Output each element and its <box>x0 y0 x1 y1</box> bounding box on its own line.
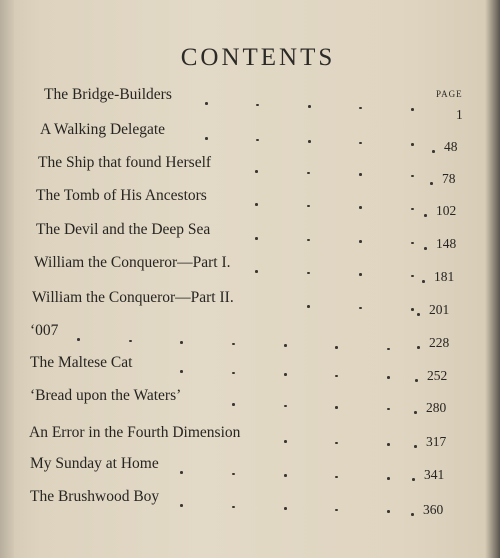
leader-dot <box>307 239 310 242</box>
toc-entry-page-number: 48 <box>444 139 458 154</box>
toc-entry-title: William the Conqueror—Part II. <box>32 289 234 306</box>
leader-dot <box>308 140 311 143</box>
page-column-label: PAGE <box>436 89 463 99</box>
leader-dot <box>180 341 183 344</box>
leader-dot <box>387 477 390 480</box>
leader-dot <box>387 510 390 513</box>
leader-dot <box>232 403 235 406</box>
leader-dot <box>232 343 235 346</box>
leader-dot <box>284 507 287 510</box>
leader-dot <box>232 372 235 375</box>
leader-dot <box>359 307 362 310</box>
leader-dot <box>411 108 414 111</box>
leader-dot <box>411 208 414 211</box>
leader-dot <box>424 214 427 217</box>
leader-dot <box>255 203 258 206</box>
toc-entry-page-number: 102 <box>436 203 457 218</box>
leader-dot <box>387 348 390 351</box>
leader-dot <box>359 240 362 243</box>
leader-dot <box>387 443 390 446</box>
leader-dot <box>205 102 208 105</box>
leader-dot <box>424 247 427 250</box>
leader-dot <box>180 370 183 373</box>
page-title: CONTENTS <box>180 44 336 71</box>
leader-dot <box>359 273 362 276</box>
toc-entry-title: My Sunday at Home <box>30 455 159 472</box>
leader-dot <box>232 473 235 476</box>
leader-dot <box>180 504 183 507</box>
leader-dot <box>411 513 414 516</box>
toc-entry-page-number: 181 <box>434 269 455 284</box>
leader-dot <box>430 182 433 185</box>
toc-entry-title: An Error in the Fourth Dimension <box>29 424 241 441</box>
leader-dot <box>335 375 338 378</box>
toc-entry-title: The Bridge-Builders <box>44 86 172 103</box>
leader-dot <box>335 346 338 349</box>
leader-dot <box>359 142 362 145</box>
leader-dot <box>411 308 414 311</box>
leader-dot <box>232 506 235 509</box>
leader-dot <box>255 237 258 240</box>
leader-dot <box>307 305 310 308</box>
toc-entry-title: The Devil and the Deep Sea <box>36 221 211 238</box>
leader-dot <box>205 137 208 140</box>
leader-dot <box>308 105 311 108</box>
toc-entry-title: The Maltese Cat <box>30 354 133 371</box>
toc-entry-title: A Walking Delegate <box>40 121 166 138</box>
leader-dot <box>256 104 259 107</box>
leader-dot <box>307 272 310 275</box>
leader-dot <box>284 474 287 477</box>
leader-dot <box>411 242 414 245</box>
leader-dot <box>284 373 287 376</box>
leader-dot <box>77 338 80 341</box>
leader-dot <box>255 270 258 273</box>
leader-dot <box>284 440 287 443</box>
leader-dot <box>284 344 287 347</box>
leader-dot <box>411 143 414 146</box>
toc-entry-title: The Tomb of His Ancestors <box>36 187 207 204</box>
leader-dot <box>387 376 390 379</box>
leader-dot <box>335 509 338 512</box>
leader-dot <box>256 139 259 142</box>
leader-dot <box>335 442 338 445</box>
leader-dot <box>414 411 417 414</box>
leader-dot <box>417 313 420 316</box>
leader-dot <box>255 170 258 173</box>
leader-dot <box>335 406 338 409</box>
leader-dot <box>307 172 310 175</box>
leader-dot <box>180 471 183 474</box>
toc-entry-title: William the Conqueror—Part I. <box>34 254 231 271</box>
toc-entry-page-number: 228 <box>429 335 450 350</box>
leader-dot <box>359 107 362 110</box>
leader-dot <box>432 150 435 153</box>
leader-dot <box>387 408 390 411</box>
toc-entry-title: ‘Bread upon the Waters’ <box>30 387 182 404</box>
toc-entry-page-number: 201 <box>429 302 450 317</box>
toc-entry-page-number: 280 <box>426 400 447 415</box>
leader-dot <box>417 346 420 349</box>
leader-dot <box>359 206 362 209</box>
leader-dot <box>414 445 417 448</box>
toc-entry-page-number: 78 <box>442 171 456 186</box>
toc-entry-page-number: 341 <box>424 467 445 482</box>
leader-dot <box>129 340 132 343</box>
leader-dot <box>415 379 418 382</box>
toc-entry-page-number: 148 <box>436 236 457 251</box>
toc-entry-title: The Ship that found Herself <box>38 154 212 171</box>
leader-dot <box>412 478 415 481</box>
leader-dot <box>411 175 414 178</box>
leader-dot <box>411 275 414 278</box>
leader-dot <box>335 476 338 479</box>
leader-dot <box>284 405 287 408</box>
toc-entry-title: The Brushwood Boy <box>30 488 160 505</box>
toc-entry-title: ‘007 <box>30 322 59 339</box>
toc-entry-page-number: 317 <box>426 434 447 449</box>
leader-dot <box>359 173 362 176</box>
toc-entry-page-number: 252 <box>427 368 448 383</box>
leader-dot <box>422 280 425 283</box>
toc-entry-page-number: 360 <box>423 502 444 517</box>
toc-entry-page-number: 1 <box>456 107 463 122</box>
leader-dot <box>307 205 310 208</box>
